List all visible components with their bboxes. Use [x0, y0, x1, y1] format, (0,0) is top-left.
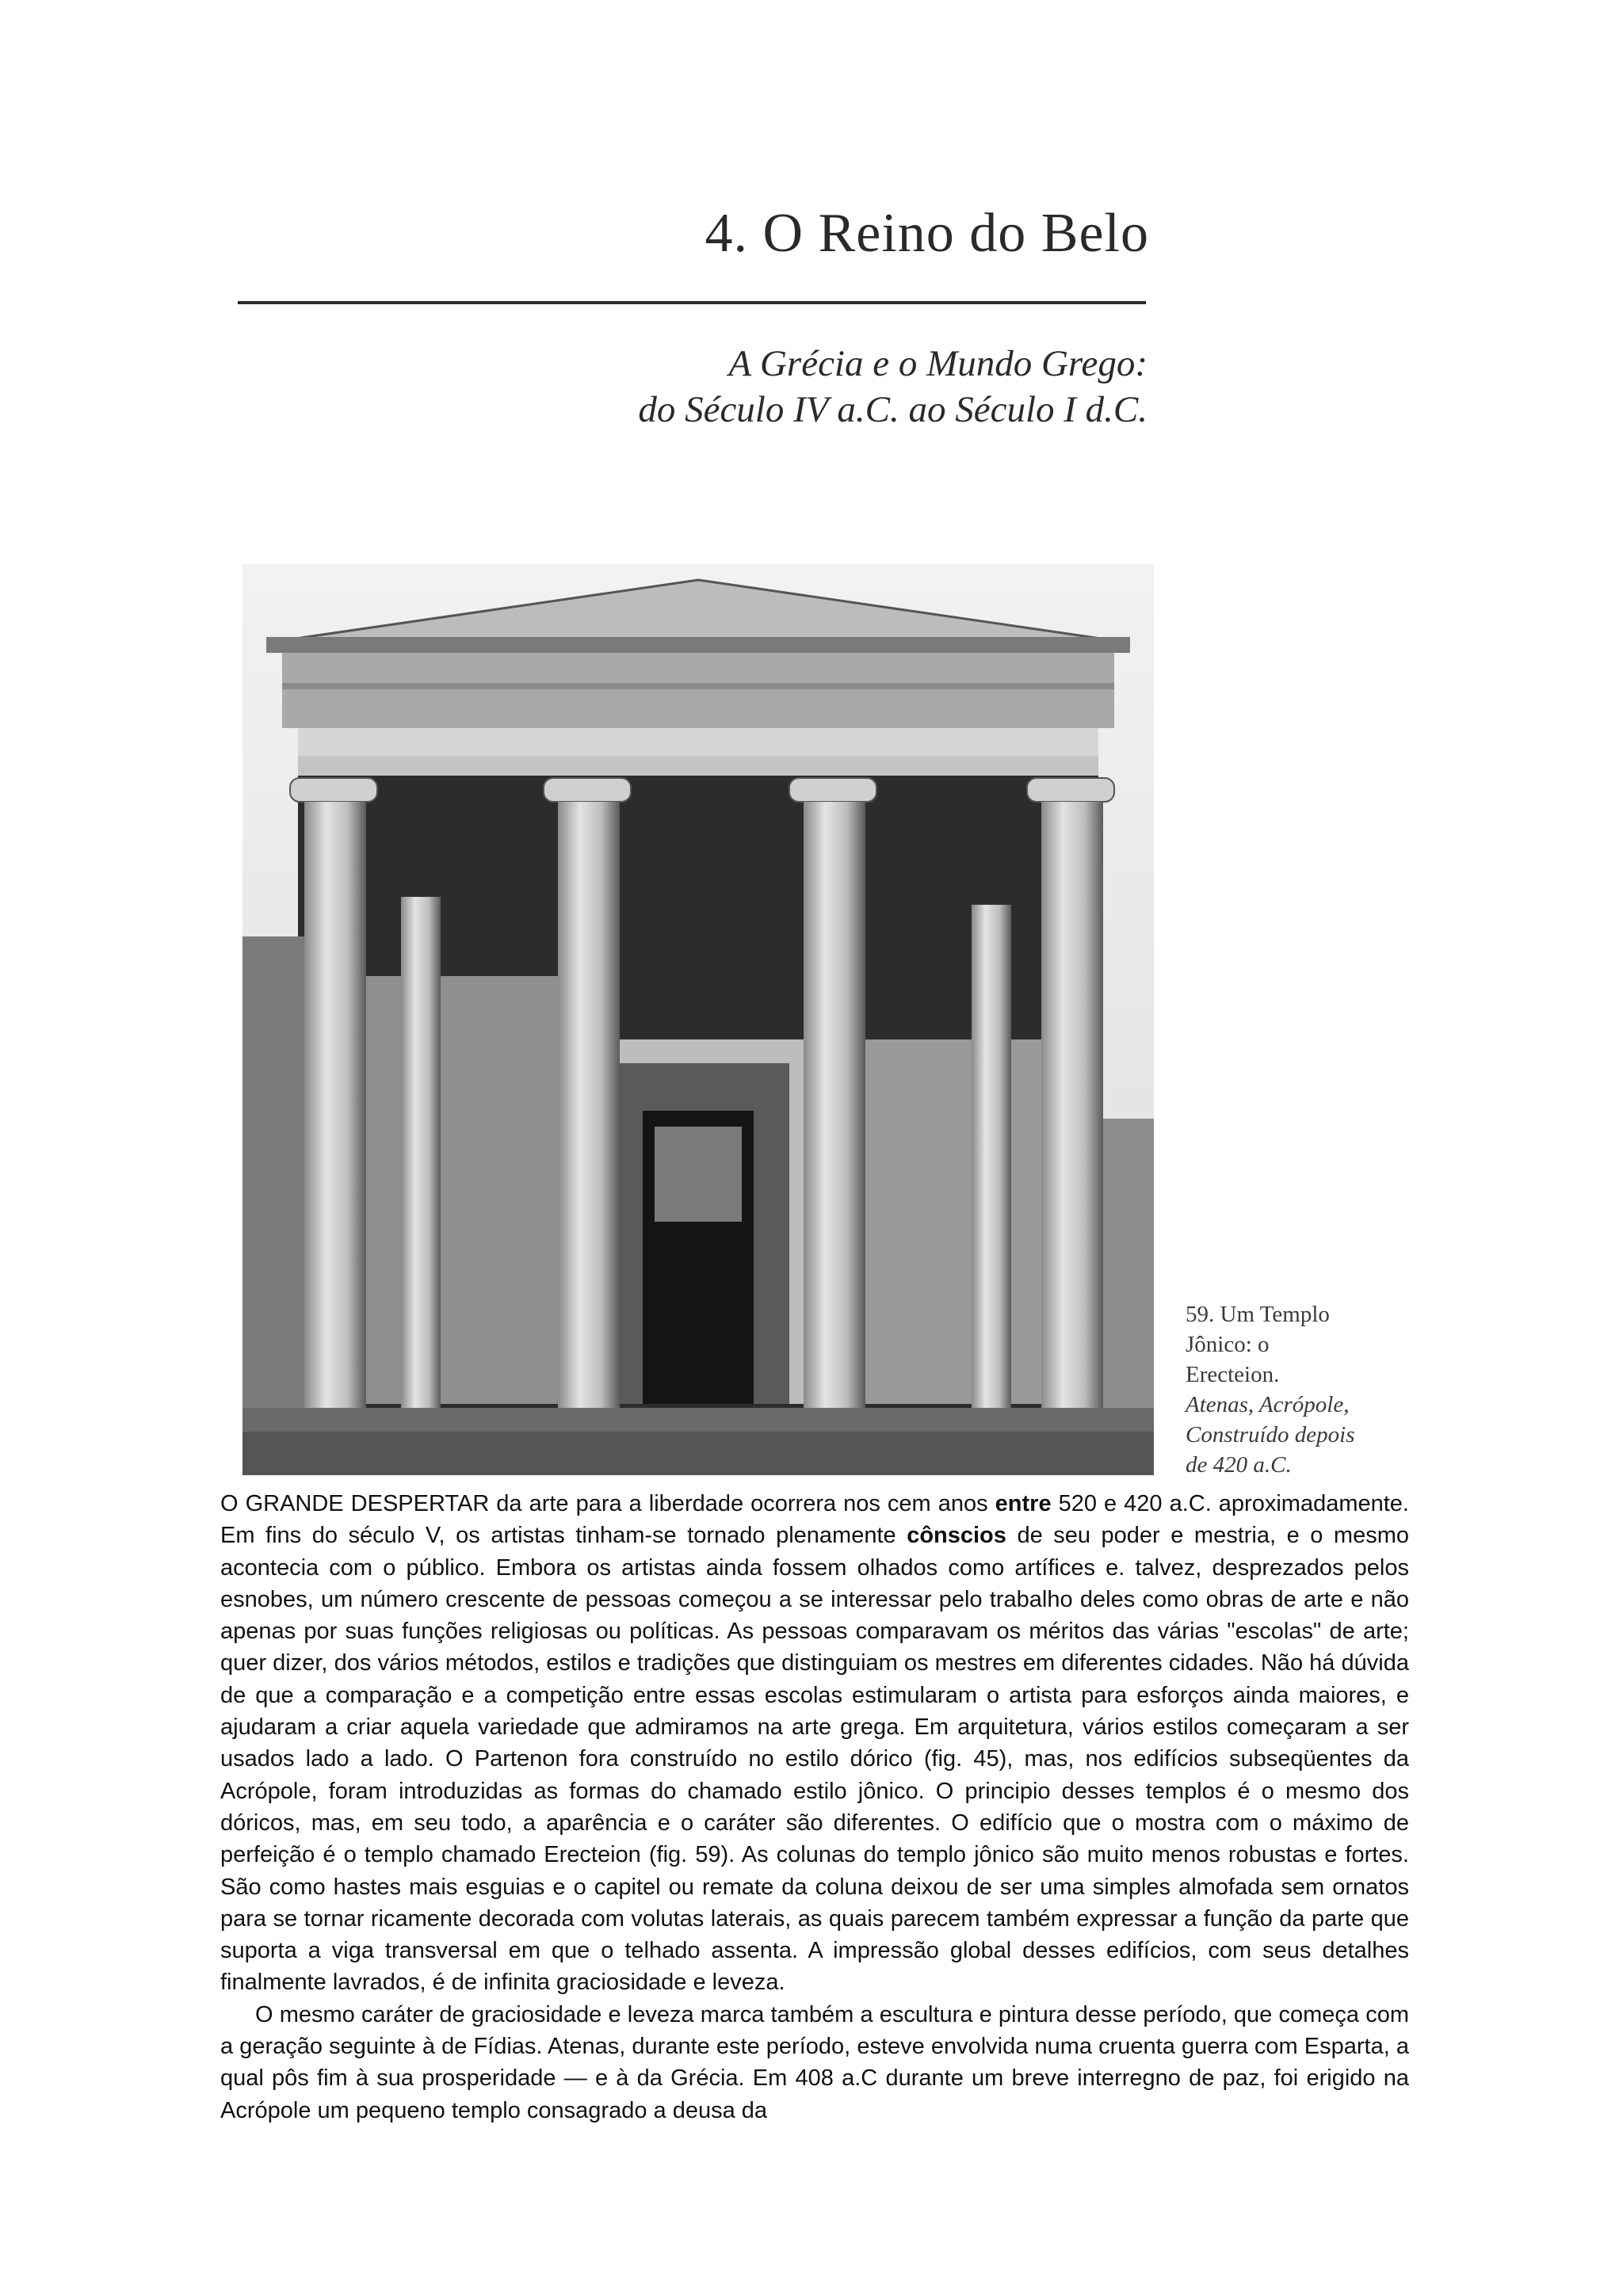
temple-photo: [242, 564, 1154, 1475]
caption-line: Construído depois: [1186, 1422, 1355, 1447]
paragraph-1: [220, 1488, 1409, 1999]
chapter-title: 4. O Reino do Belo: [705, 203, 1149, 264]
text-run: 520 e 420 a.C. aproximadamente. Em fins do século V, os artistas tinham-se tornado plenamente: [220, 1491, 1409, 1549]
text-run: O GRANDE DESPERTAR da arte para a liberdade ocorrera nos cem anos: [220, 1491, 995, 1516]
title-rule: [238, 301, 1146, 304]
bold-term-entre: entre: [995, 1491, 1052, 1516]
caption-line: Erecteion.: [1186, 1362, 1280, 1387]
caption-line: 59. Um Templo: [1186, 1302, 1330, 1327]
bold-term-conscios: cônscios: [907, 1523, 1006, 1549]
temple-illustration: [242, 564, 1154, 1475]
caption-line: Atenas, Acrópole,: [1186, 1392, 1350, 1417]
caption-line: Jônico: o: [1186, 1332, 1270, 1357]
chapter-subtitle: [638, 341, 1148, 433]
subtitle-line-2: do Século IV a.C. ao Século I d.C.: [638, 389, 1148, 430]
subtitle-line-1: A Grécia e o Mundo Grego:: [728, 343, 1148, 384]
paragraph-2: O mesmo caráter de graciosidade e leveza marca também a escultura e pintura desse período, que começa com a geração seguinte à de Fídias. Atenas, durante este período, esteve envolvida numa cruenta guerra com Esparta, a qual pôs fim à sua prosperidade — e à da Grécia. Em 408 a.C durante um breve interregno de paz, foi erigido na Acrópole um pequeno templo consagrado a deusa da: [220, 2001, 1409, 2123]
figure-caption: [1186, 1299, 1392, 1480]
body-text: [220, 1488, 1409, 2126]
text-run: de seu poder e mestria, e o mesmo acontecia com o público. Embora os artistas ainda fossem olhados como artífices e. talvez, desprezados pelos esnobes, um número crescente de pessoas começou a se interessar pelo trabalho deles como obras de arte e não apenas por suas funções religiosas ou políticas. As pessoas comparavam os méritos das várias "escolas" de arte; quer dizer, dos vários métodos, estilos e tradições que distinguiam os mestres em diferentes cidades. Não há dúvida de que a comparação e a competição entre essas escolas estimularam o artista para esforços ainda maiores, e ajudaram a criar aquela variedade que admiramos na arte grega. Em arquitetura, vários estilos começaram a ser usados lado a lado. O Partenon fora construído no estilo dórico (fig. 45), mas, nos edifícios subseqüentes da Acrópole, foram introduzidas as formas do chamado estilo jônico. O principio desses templos é o mesmo dos dóricos, mas, em seu todo, a aparência e o caráter são diferentes. O edifício que o mostra com o máximo de perfeição é o templo chamado Erecteion (fig. 59). As colunas do templo jônico são muito menos robustas e fortes. São como hastes mais esguias e o capitel ou remate da coluna deixou de ser uma simples almofada sem ornatos para se tornar ricamente decorada com volutas laterais, as quais parecem também expressar a função da parte que suporta a viga transversal em que o telhado assenta. A impressão global desses edifícios, com seus detalhes finalmente lavrados, é de infinita graciosidade e leveza.: [220, 1523, 1409, 1996]
caption-line: de 420 a.C.: [1186, 1452, 1292, 1478]
